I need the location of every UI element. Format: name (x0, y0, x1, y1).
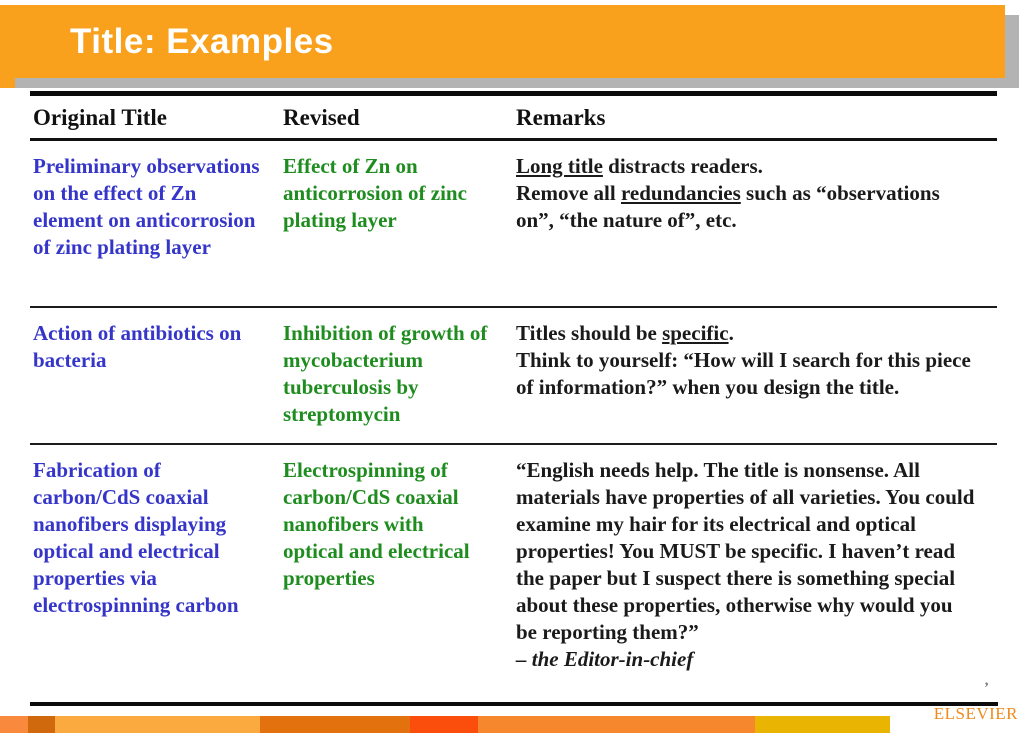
footer-bar-segment (55, 716, 260, 733)
column-header-original-title: Original Title (33, 105, 167, 130)
table-bottom-border (30, 702, 998, 706)
remark-segment: specific (662, 321, 729, 345)
examples-table (30, 91, 997, 697)
remark-paragraph (516, 646, 978, 673)
revised-title-cell: Inhibition of growth of mycobacterium tuberculosis by streptomycin (283, 321, 488, 426)
remarks-cell (513, 445, 997, 697)
remark-paragraph (516, 320, 978, 347)
original-title-cell: Preliminary observations on the effect of Zn element on anticorrosion of zinc plating layer (33, 154, 260, 259)
remark-paragraph (516, 457, 978, 646)
title-banner-notch (0, 78, 15, 88)
remark-segment: redundancies (620, 181, 741, 205)
stray-quote-mark: ’ (984, 680, 989, 696)
column-header-revised: Revised (283, 105, 360, 130)
original-title-cell: Action of antibiotics on bacteria (33, 321, 242, 372)
elsevier-logo: ELSEVIER (933, 704, 1018, 723)
footer-color-bar (0, 716, 890, 733)
footer-bar-segment (478, 716, 755, 733)
column-header-remarks: Remarks (516, 105, 606, 130)
remark-segment: Long title (516, 154, 603, 178)
editor-attribution: – the Editor-in-chief (516, 647, 694, 671)
footer-bar-segment (28, 716, 55, 733)
table-row (30, 445, 997, 697)
table-header-row (30, 96, 997, 141)
remarks-cell (513, 141, 997, 306)
remarks-cell (513, 308, 997, 443)
title-banner (0, 5, 1005, 78)
remark-paragraph (516, 153, 978, 180)
remark-paragraph (516, 347, 978, 401)
footer-bar-segment (260, 716, 410, 733)
remark-segment: distracts readers. (602, 154, 763, 178)
remark-segment: Think to yourself: “How will I search for this piece of information?” when you design the title. (516, 348, 971, 399)
revised-title-cell: Electrospinning of carbon/CdS coaxial nanofibers with optical and electrical properties (283, 458, 470, 590)
remark-segment: such as “observations on”, “the nature of”, etc. (516, 181, 940, 232)
footer-bar-segment (0, 716, 28, 733)
remark-paragraph (516, 180, 978, 234)
remark-segment: “English needs help. The title is nonsense. All materials have properties of all varieties. You could examine my hair for its electrical and optical properties! You MUST be specific. I haven’t read the paper but I suspect there is something special about these properties, otherwise why would you be reporting them?” (516, 458, 975, 644)
remark-segment: . (728, 321, 734, 345)
remark-segment: Titles should be (516, 321, 663, 345)
original-title-cell: Fabrication of carbon/CdS coaxial nanofibers displaying optical and electrical properties via electrospinning carbon (33, 458, 239, 617)
table-row (30, 308, 997, 445)
table-row (30, 141, 997, 308)
remark-segment: Remove all (516, 181, 621, 205)
revised-title-cell: Effect of Zn on anticorrosion of zinc plating layer (283, 154, 467, 232)
slide-title: Title: Examples (70, 21, 334, 61)
footer-bar-segment (755, 716, 890, 733)
footer-bar-segment (410, 716, 478, 733)
